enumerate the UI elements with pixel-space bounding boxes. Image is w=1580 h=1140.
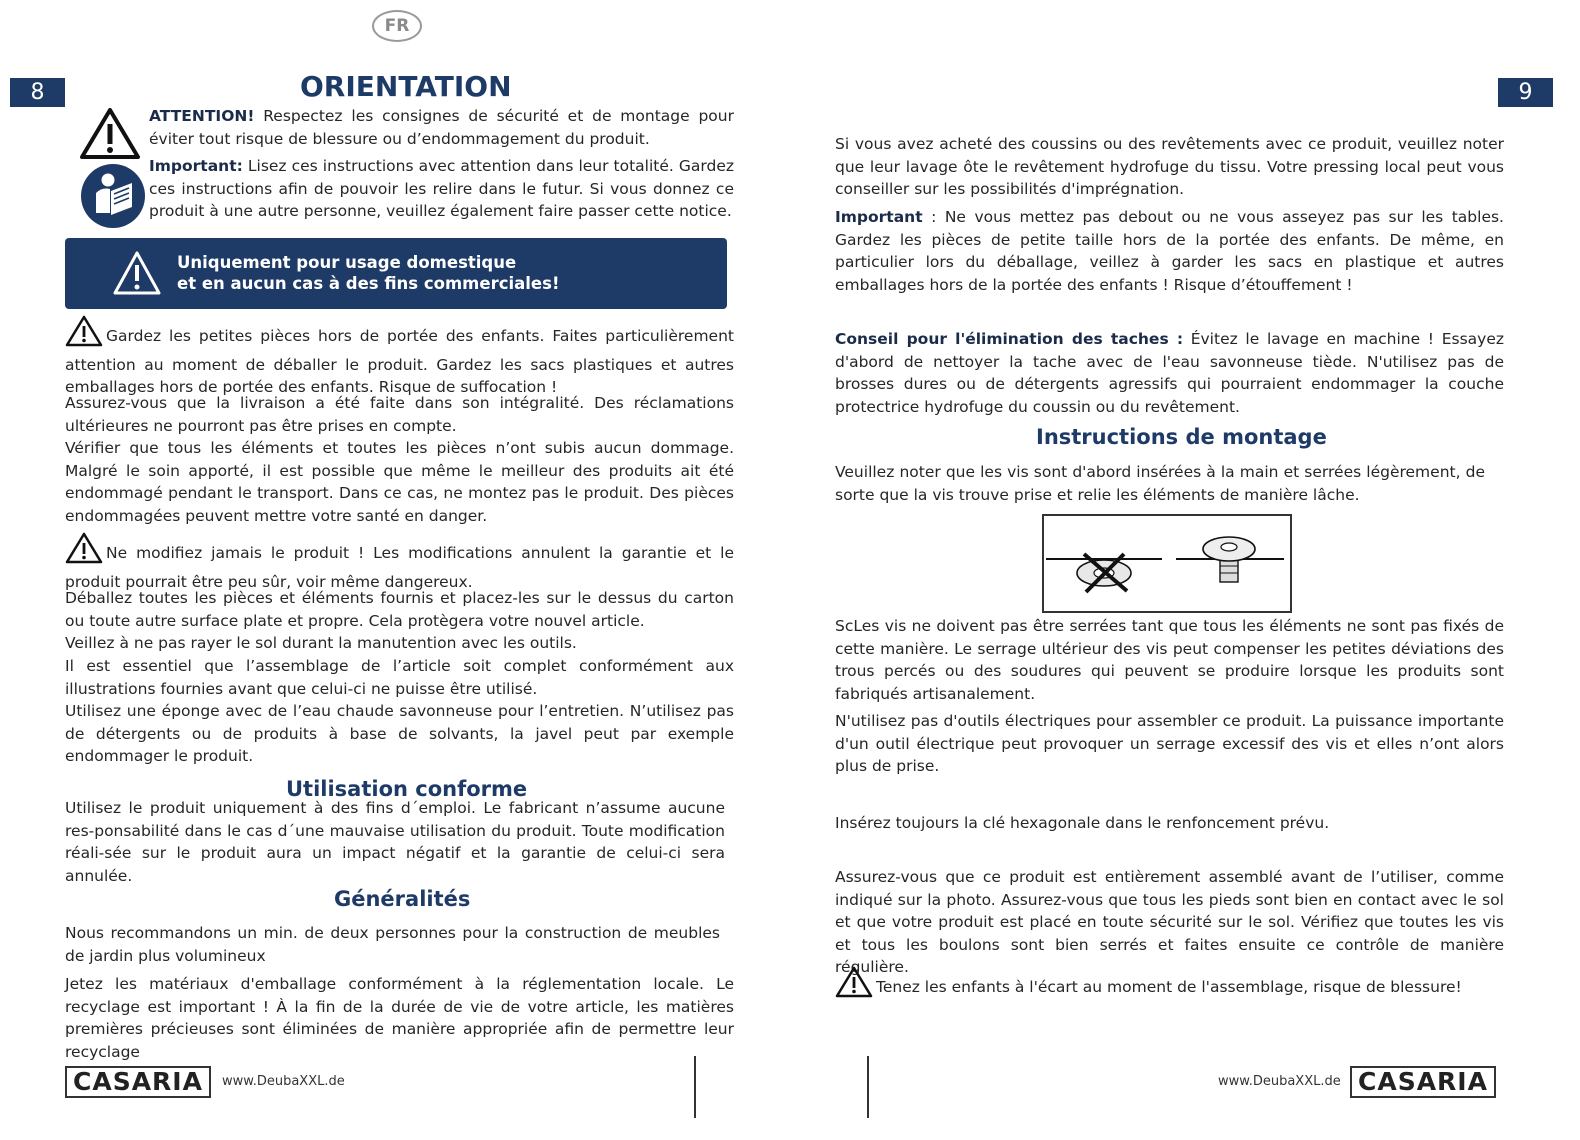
- electric-tools-paragraph: N'utilisez pas d'outils électriques pour assembler ce produit. La puissance importante d'un outil électrique peut provoquer un serrage excessif des vis et elles n’ont alors plus de prise.: [835, 712, 1504, 776]
- important-paragraph: [149, 155, 734, 223]
- stain-text: Évitez le lavage en machine ! Essayez d'abord de nettoyer la tache avec de l'eau savonneuse tiède. N'utilisez pas de brosses dures ou de détergents agressifs qui pourraient endommager la couche protectrice hydrofuge du coussin ou du revêtement.: [835, 330, 1504, 416]
- children-warning-text: Tenez les enfants à l'écart au moment de l'assemblage, risque de blessure!: [876, 978, 1462, 996]
- hex-key-paragraph: Insérez toujours la clé hexagonale dans le renfoncement prévu.: [835, 814, 1330, 832]
- children-warning-icon: [835, 966, 873, 1005]
- domestic-use-banner: [65, 238, 727, 309]
- floor-paragraph: Veillez à ne pas rayer le sol durant la manutention avec les outils.: [65, 634, 577, 652]
- children-warning: [835, 966, 1504, 1005]
- right-important-label: Important: [835, 208, 923, 226]
- language-badge: FR: [372, 10, 422, 42]
- page-divider-right: [867, 1056, 869, 1118]
- usage-title: Utilisation conforme: [286, 777, 528, 801]
- page-number-left: 8: [10, 78, 65, 107]
- montage-title: Instructions de montage: [1036, 425, 1327, 449]
- attention-paragraph: [149, 105, 734, 150]
- page-divider-left: [694, 1056, 696, 1118]
- right-important-text: : Ne vous mettez pas debout ou ne vous asseyez pas sur les tables. Gardez les pièces de petite taille hors de la portée des enfants. De même, en particulier lors du déballage, veillez à garder les sacs en plastique et autres emballages hors de la portée des enfants ! Risque d’étouffement !: [835, 208, 1504, 294]
- small-parts-warning-icon: [65, 315, 103, 354]
- attention-warning-icon: [79, 106, 141, 160]
- stain-paragraph: [835, 328, 1504, 418]
- assembled-paragraph: Assurez-vous que ce produit est entièrement assemblé avant de l’utiliser, comme indiqué sur la photo. Assurez-vous que tous les pieds sont bien en contact avec le sol et que votre produit est placé en toute sécurité sur le sol. Vérifiez que toutes les vis et tous les boulons sont bien serrés et faites ensuite ce contrôle de manière régulière.: [835, 868, 1504, 977]
- attention-text: Respectez les consignes de sécurité et de montage pour éviter tout risque de blessure ou d’endommagement du produit.: [149, 107, 734, 148]
- unpack-paragraph: Déballez toutes les pièces et éléments fournis et placez-les sur le dessus du carton ou toute autre surface plate et propre. Cela protègera votre nouvel article.: [65, 589, 734, 630]
- warning-modify: [65, 532, 734, 593]
- casaria-logo-right: CASARIA: [1350, 1066, 1496, 1098]
- banner-line-1: Uniquement pour usage domestique: [177, 253, 517, 272]
- casaria-logo-left: CASARIA: [65, 1066, 211, 1098]
- verify-paragraph: Vérifier que tous les éléments et toutes les pièces n’ont subis aucun dommage. Malgré le soin apporté, il est possible que même le meilleur des produits ait été endommagé pendant le transport. Dans ce cas, ne montez pas le produit. Des pièces endommagées peuvent mettre votre santé en danger.: [65, 439, 734, 525]
- banner-line-2: et en aucun cas à des fins commerciales!: [177, 274, 560, 293]
- general-paragraph-1: Nous recommandons un min. de deux personnes pour la construction de meubles de jardin plus volumineux: [65, 924, 720, 965]
- screw-diagram: [1042, 514, 1292, 613]
- warning-small-parts: [65, 315, 734, 399]
- page-number-right: 9: [1498, 78, 1553, 107]
- usage-paragraph: Utilisez le produit uniquement à des fins d´emploi. Le fabricant n’assume aucune res-ponsabilité dans le cas d´une mauvaise utilisation du produit. Toute modification réali-sée sur le produit aura un impact négatif et la garantie de celui-ci sera annulée.: [65, 799, 725, 885]
- general-title: Généralités: [334, 887, 471, 911]
- banner-warning-icon: [112, 250, 162, 300]
- important-label: Important:: [149, 157, 243, 175]
- orientation-title: ORIENTATION: [300, 70, 512, 103]
- right-important-paragraph: [835, 206, 1504, 296]
- cushions-paragraph: Si vous avez acheté des coussins ou des revêtements avec ce produit, veuillez noter que leur lavage ôte le revêtement hydrofuge du tissu. Votre pressing local peut vous conseiller sur les possibilités d'imprégnation.: [835, 135, 1504, 199]
- general-paragraph-2: Jetez les matériaux d'emballage conformément à la réglementation locale. Le recyclage est important ! À la fin de la durée de vie de votre article, les matières premières précieuses sont éliminées de manière appropriée afin de permettre leur recyclage: [65, 975, 734, 1061]
- footer-url-right[interactable]: www.DeubaXXL.de: [1218, 1074, 1341, 1089]
- stain-label: Conseil pour l'élimination des taches :: [835, 330, 1184, 348]
- delivery-paragraph: Assurez-vous que la livraison a été faite dans son intégralité. Des réclamations ultérieures ne pourront pas être prises en compte.: [65, 394, 734, 435]
- sponge-paragraph: Utilisez une éponge avec de l’eau chaude savonneuse pour l’entretien. N’utilisez pas de détergents ou de produits à base de solvants, la javel peut par exemple endommager le produit.: [65, 702, 734, 766]
- small-parts-text: Gardez les petites pièces hors de portée des enfants. Faites particulièrement attention au moment de déballer le produit. Gardez les sacs plastiques et autres emballages hors de portée des enfants. Risque de suffocation !: [65, 327, 734, 397]
- tighten-paragraph: ScLes vis ne doivent pas être serrées tant que tous les éléments ne sont pas fixés de cette manière. Le serrage ultérieur des vis peut compenser les petites déviations des trous percés ou des soudures qui peuvent se produire lorsque les produits sont fabriqués artisanalement.: [835, 617, 1504, 703]
- screws-paragraph: Veuillez noter que les vis sont d'abord insérées à la main et serrées légèrement, de sorte que la vis trouve prise et relie les éléments de manière lâche.: [835, 463, 1485, 504]
- attention-label: ATTENTION!: [149, 107, 255, 125]
- important-text: Lisez ces instructions avec attention dans leur totalité. Gardez ces instructions afin de pouvoir les relire dans le futur. Si vous donnez ce produit à une autre personne, veuillez également faire passer cette notice.: [149, 157, 734, 221]
- modify-warning-icon: [65, 532, 103, 571]
- footer-url-left[interactable]: www.DeubaXXL.de: [222, 1074, 345, 1089]
- assembly-paragraph: Il est essentiel que l’assemblage de l’article soit complet conformément aux illustrations fournies avant que celui-ci ne puisse être utilisé.: [65, 657, 734, 698]
- modify-text: Ne modifiez jamais le produit ! Les modifications annulent la garantie et le produit pourrait être peu sûr, voir même dangereux.: [65, 544, 734, 591]
- read-manual-icon: [80, 163, 146, 229]
